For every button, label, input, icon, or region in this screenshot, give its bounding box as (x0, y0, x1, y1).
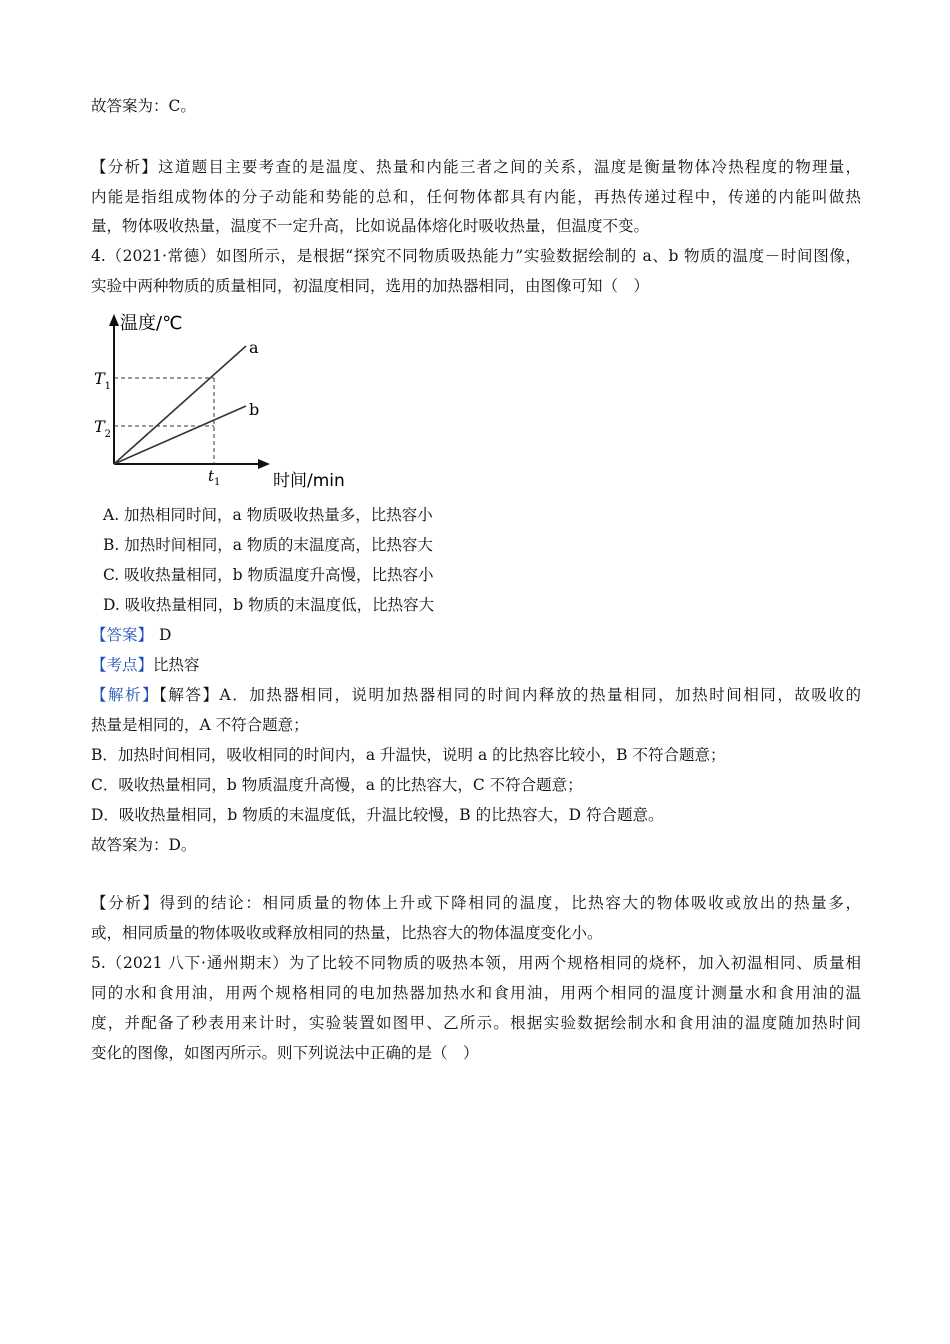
t1-label: $t_1$ (208, 467, 221, 488)
q4-option-d: D. 吸收热量相同，b 物质的末温度低，比热容大 (103, 596, 435, 614)
answer-tag: 【答案】 (91, 626, 154, 644)
q5-stem-line-3: 度，并配备了秒表用来计时，实验装置如图甲、乙所示。根据实验数据绘制水和食用油的温度随加热时间 (91, 1014, 861, 1032)
q4-explain-line-2: 热量是相同的，A 不符合题意； (91, 716, 309, 734)
line-b-label: b (249, 400, 260, 419)
previous-analysis-line-1: 【分析】这道题目主要考查的是温度、热量和内能三者之间的关系，温度是衡量物体冷热程度的物理量， (91, 158, 861, 176)
q4-explain-line-5: D．吸收热量相同，b 物质的末温度低，升温比较慢，B 的比热容大，D 符合题意。 (91, 806, 664, 824)
q4-explain-line-4: C．吸收热量相同，b 物质温度升高慢，a 的比热容大，C 不符合题意； (91, 776, 583, 794)
line-a (114, 346, 246, 464)
point-tag: 【考点】 (91, 656, 154, 674)
explain-tag: 【解析】 (91, 686, 160, 704)
q5-stem-line-1: 5.（2021 八下·通州期末）为了比较不同物质的吸热本领，用两个规格相同的烧杯，加入初温相同、质量相 (91, 954, 861, 972)
explain-tag-2: 【解答】 (159, 686, 220, 704)
q4-answer-row (91, 625, 171, 645)
x-axis-label: 时间/min (273, 471, 345, 491)
previous-answer: 故答案为：C。 (91, 97, 196, 115)
analysis-tag: 【分析】 (91, 158, 159, 176)
q4-option-a: A. 加热相同时间，a 物质吸收热量多，比热容小 (103, 506, 433, 524)
q4-point-row (91, 655, 200, 675)
previous-analysis-line-3: 量，物体吸收热量，温度不一定升高，比如说晶体熔化时吸收热量，但温度不变。 (91, 217, 650, 235)
y-axis-arrow (109, 314, 119, 326)
q4-option-c: C. 吸收热量相同，b 物质温度升高慢，比热容小 (103, 566, 434, 584)
q4-explain-line-1: 【解析】【解答】A．加热器相同，说明加热器相同的时间内释放的热量相同，加热时间相同，故吸收的 (91, 686, 861, 704)
q4-answer: D (159, 626, 172, 644)
q4-stem-line-2: 实验中两种物质的质量相同，初温度相同，选用的加热器相同，由图像可知（ ） (91, 277, 650, 295)
x-axis-arrow (258, 459, 270, 469)
q4-stem-line-1: 4.（2021·常德）如图所示，是根据“探究不同物质吸热能力”实验数据绘制的 a、b 物质的温度－时间图像， (91, 247, 861, 265)
q4-option-b: B. 加热时间相同，a 物质的末温度高，比热容大 (103, 536, 433, 554)
q4-analysis-line-2: 或，相同质量的物体吸收或释放相同的热量，比热容大的物体温度变化小。 (91, 924, 603, 942)
temperature-time-figure (88, 308, 358, 493)
line-b (114, 406, 246, 464)
q5-stem-line-2: 同的水和食用油，用两个规格相同的电加热器加热水和食用油，用两个相同的温度计测量水和食用油的温 (91, 984, 861, 1002)
q4-analysis-line-1: 【分析】得到的结论：相同质量的物体上升或下降相同的温度，比热容大的物体吸收或放出的热量多， (91, 894, 861, 912)
q5-stem-line-4: 变化的图像，如图丙所示。则下列说法中正确的是（ ） (91, 1044, 479, 1062)
q4-conclusion: 故答案为：D。 (91, 836, 197, 854)
T1-label: $T_1$ (94, 369, 112, 392)
q4-point: 比热容 (153, 656, 200, 674)
q4-analysis-tag: 【分析】 (91, 894, 160, 912)
previous-analysis-line-2: 内能是指组成物体的分子动能和势能的总和，任何物体都具有内能，再热传递过程中，传递的内能叫做热 (91, 188, 861, 206)
y-axis-label: 温度/℃ (120, 313, 183, 334)
q4-explain-line-3: B．加热时间相同，吸收相同的时间内，a 升温快，说明 a 的比热容比较小，B 不符合题意； (91, 746, 726, 764)
line-a-label: a (249, 338, 259, 357)
T2-label: $T_2$ (94, 417, 112, 440)
